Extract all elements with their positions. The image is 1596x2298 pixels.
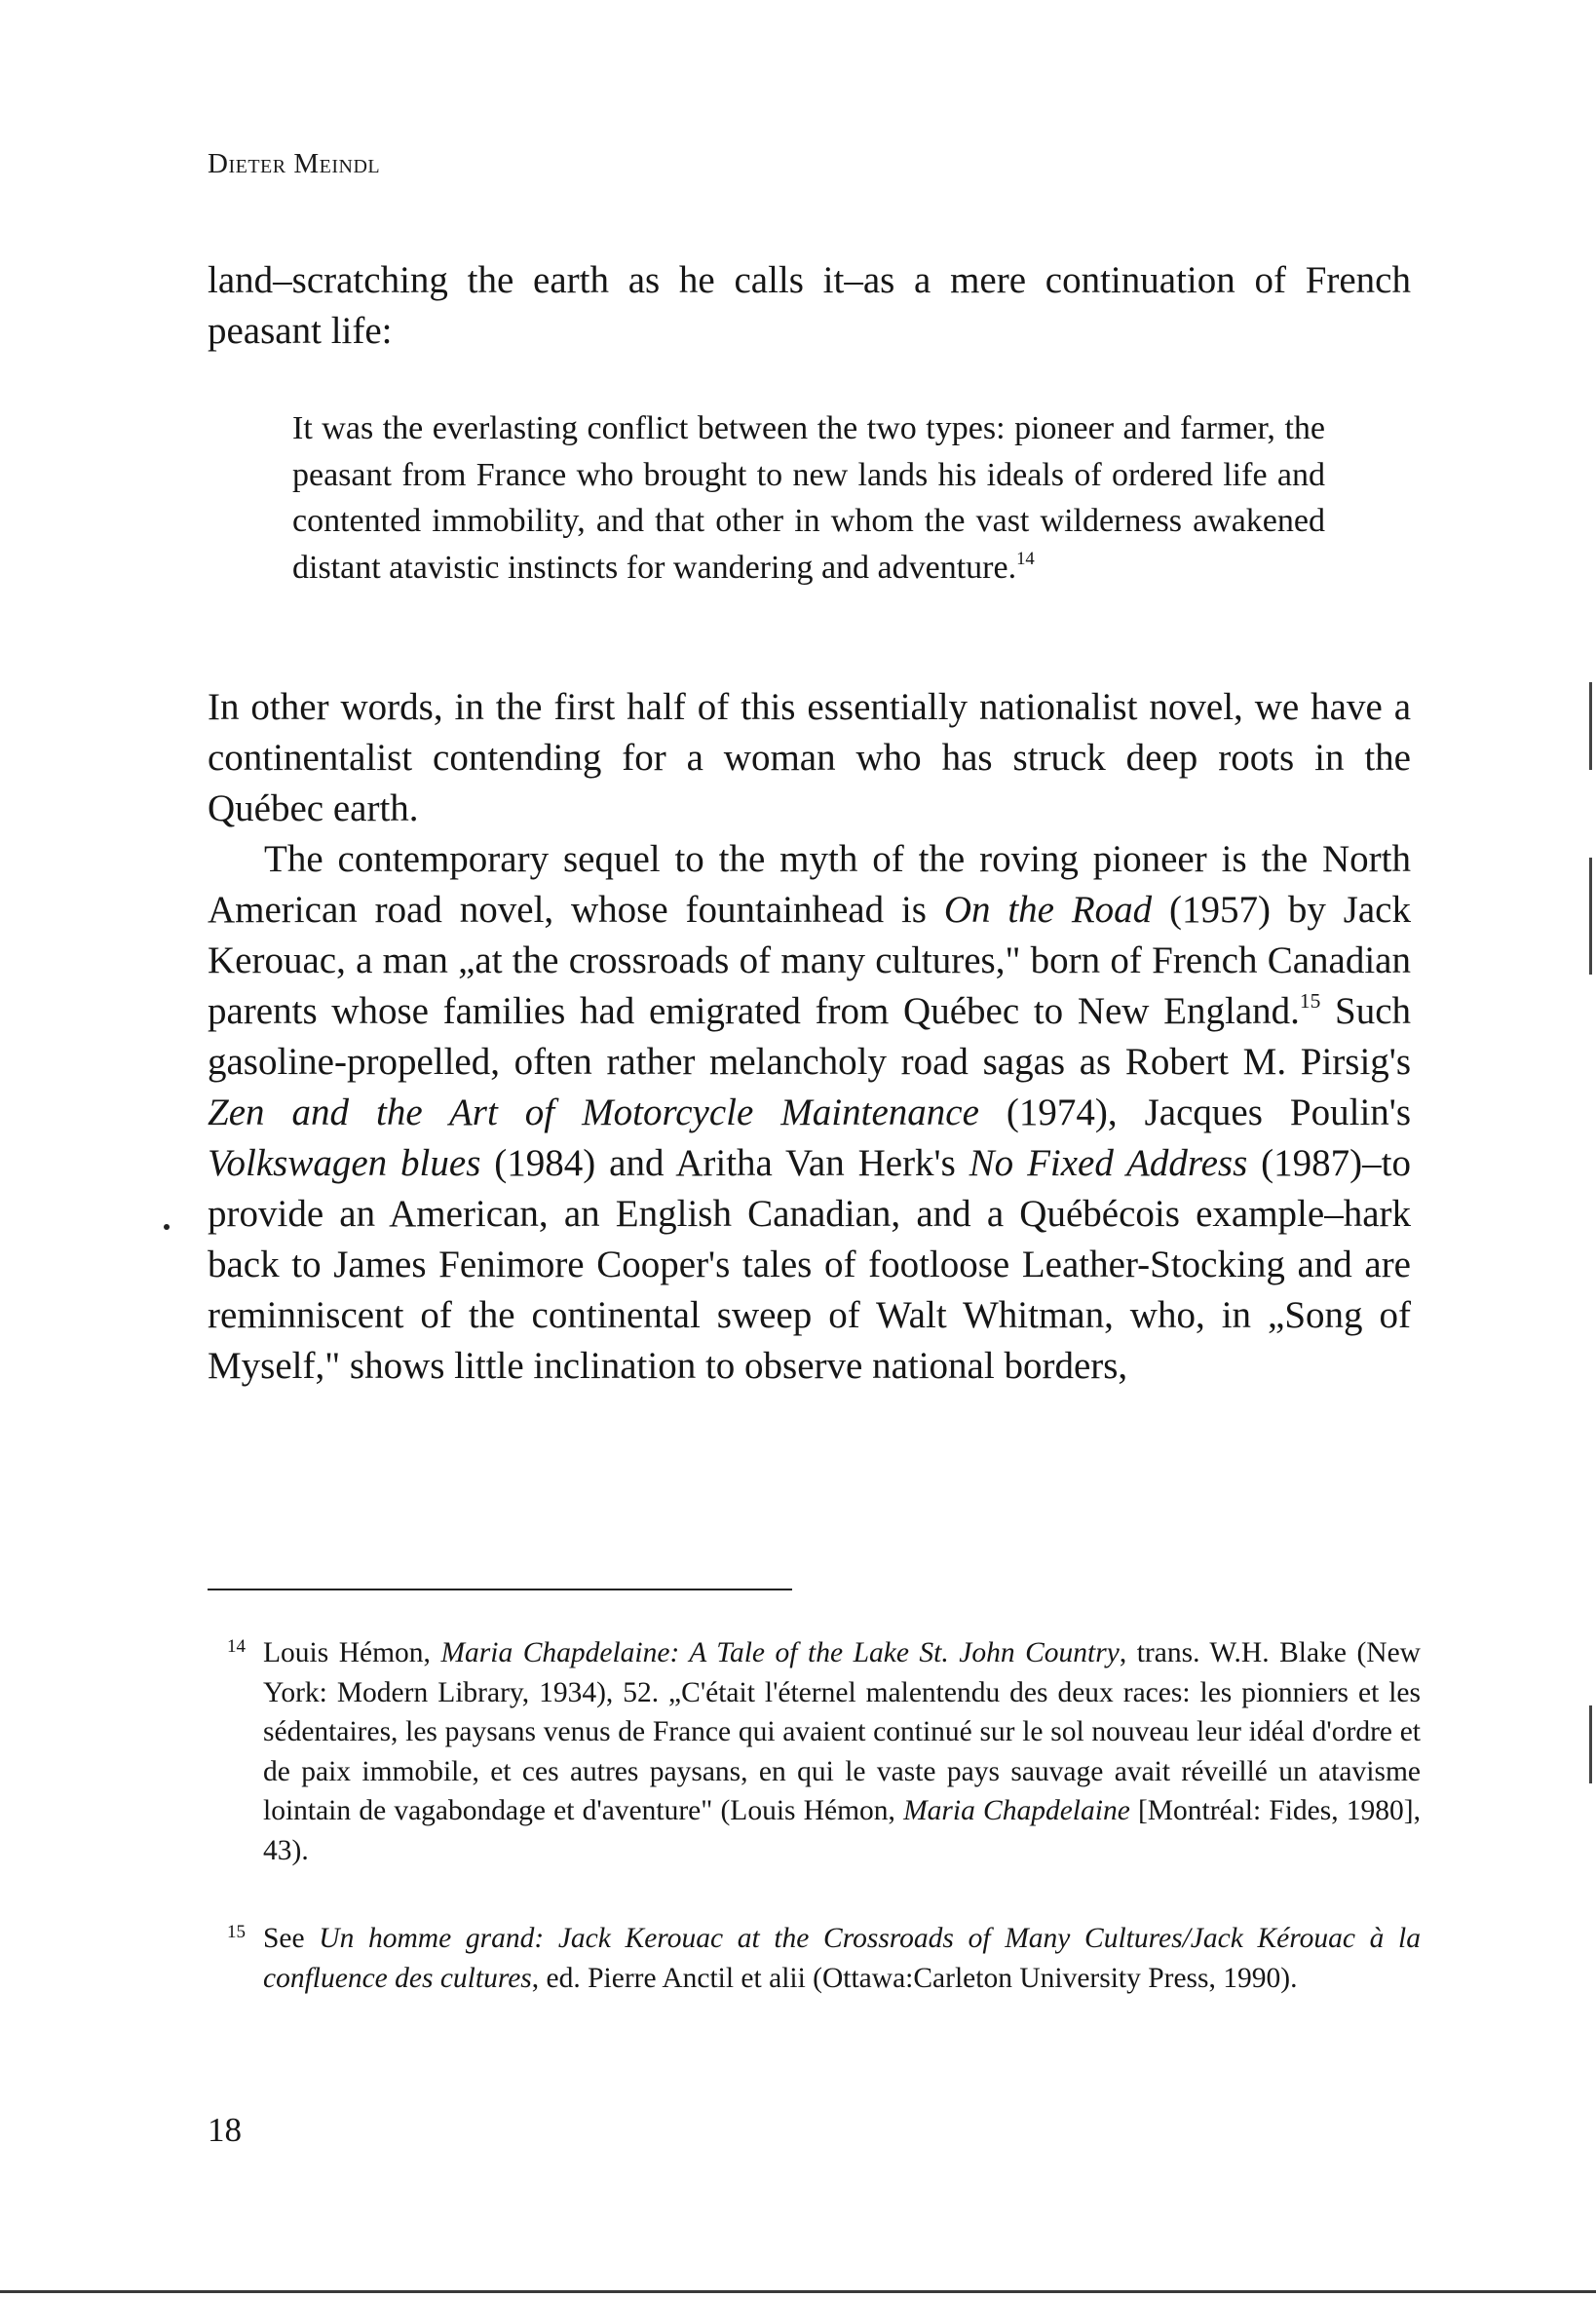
scan-speck bbox=[164, 1224, 170, 1230]
paragraph-3 bbox=[208, 834, 1411, 1392]
paragraph-3-text: (1987)–to provide an American, an English Canadian, and a Québécois example–hark back to James Fenimore Cooper's tales of footloose Leather-Stocking and are reminniscent of the continental sweep of Walt Whitman, who, in „Song of Myself," shows little inclination to observe national borders, bbox=[208, 1142, 1411, 1387]
block-quote bbox=[292, 405, 1325, 591]
book-title-no-fixed-address: No Fixed Address bbox=[969, 1142, 1248, 1184]
paragraph-3-text: Such gasoline-propelled, often rather melancholy road sagas as Robert M. Pirsig's bbox=[208, 990, 1412, 1083]
page-number: 18 bbox=[208, 2111, 242, 2149]
footnote-book-title: Maria Chapdelaine bbox=[903, 1795, 1130, 1826]
footnote-15 bbox=[208, 1919, 1421, 1998]
paragraph-1: land–scratching the earth as he calls it–as a mere continuation of French peasant life: bbox=[208, 259, 1411, 352]
scan-edge-mark bbox=[1589, 858, 1592, 975]
paragraph-3-text: The contemporary sequel to the myth of the roving pioneer is the North American road novel, whose fountainhead is bbox=[208, 838, 1411, 931]
scan-bottom-edge bbox=[0, 2290, 1596, 2293]
footnote-separator bbox=[208, 1589, 792, 1590]
footnote-text bbox=[263, 1633, 1421, 1870]
footnote-book-title: Maria Chapdelaine: A Tale of the Lake St. John Country bbox=[440, 1637, 1120, 1668]
paragraph-3-text: (1974), Jacques Poulin's bbox=[978, 1092, 1411, 1133]
paragraph-2: In other words, in the first half of this essentially nationalist novel, we have a continentalist contending for a woman who has struck deep roots in the Québec earth. bbox=[208, 686, 1411, 829]
footnote-ref-15: 15 bbox=[1299, 988, 1321, 1013]
footnote-text-part: , ed. Pierre Anctil et alii (Ottawa:Carleton University Press, 1990). bbox=[531, 1962, 1298, 1994]
paragraph-3-text: (1984) and Aritha Van Herk's bbox=[480, 1142, 969, 1184]
footnote-text-part: See bbox=[263, 1923, 320, 1954]
book-title-volkswagen-blues: Volkswagen blues bbox=[208, 1142, 481, 1184]
block-quote-text: It was the everlasting conflict between the two types: pioneer and farmer, the peasant from France who brought to new lands his ideals of ordered life and contented immobility, and that other in whom the vast wilderness awakened distant atavistic instincts for wandering and adventure. bbox=[292, 410, 1325, 586]
footnote-text bbox=[263, 1919, 1421, 1998]
footnote-ref-14: 14 bbox=[1016, 548, 1035, 569]
book-title-zen: Zen and the Art of Motorcycle Maintenance bbox=[208, 1092, 979, 1133]
footnote-mark: 15 bbox=[227, 1922, 246, 1942]
scan-edge-mark bbox=[1589, 1705, 1592, 1783]
book-title-on-the-road: On the Road bbox=[943, 889, 1153, 931]
footnote-text-part: [Montréal: Fides, 1980], 43). bbox=[263, 1795, 1422, 1866]
footnote-book-title: Un homme grand: Jack Kerouac at the Crossroads of Many Cultures/Jack Kérouac à la confluence des cultures bbox=[263, 1923, 1421, 1994]
footnote-text-part: , trans. W.H. Blake (New York: Modern Library, 1934), 52. „C'était l'éternel malentendu des deux races: les pionniers et les sédentaires, les paysans venus de France qui avaient continué sur le sol nouveau leur idéal d'ordre et de paix immobile, et ces autres paysans, en qui le vaste pays sauvage avait réveillé un atavisme lointain de vagabondage et d'aventure" (Louis Hémon, bbox=[263, 1637, 1421, 1826]
footnote-14 bbox=[208, 1633, 1421, 1870]
paragraph-3-text: (1957) by Jack Kerouac, a man „at the crossroads of many cultures," born of French Canadian parents whose families had emigrated from Québec to New England. bbox=[208, 889, 1411, 1032]
running-head: Dieter Meindl bbox=[208, 148, 381, 179]
footnote-mark: 14 bbox=[227, 1636, 246, 1657]
footnote-text-part: Louis Hémon, bbox=[263, 1637, 441, 1668]
scan-edge-mark bbox=[1589, 682, 1592, 770]
